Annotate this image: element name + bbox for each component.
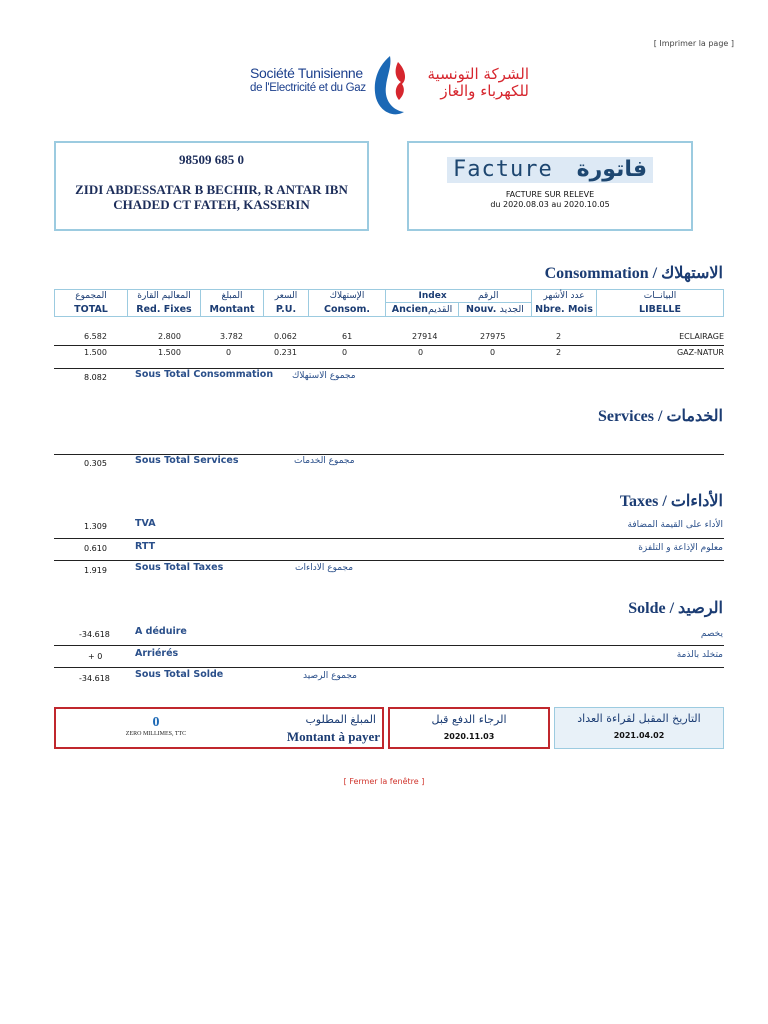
row-consom: 61	[342, 332, 353, 341]
amount-due-label: Montant à payer	[286, 729, 380, 744]
row-nouv: 27975	[480, 332, 506, 341]
invoice-header-box	[407, 141, 693, 231]
logo-french-line1: Société Tunisienne	[250, 65, 363, 81]
amount-due-label-ar: المبلغ المطلوب	[305, 713, 376, 726]
row-consom: 0	[342, 348, 348, 357]
logo-arabic-line2: للكهرباء والغاز	[440, 82, 529, 100]
row-divider	[54, 560, 724, 561]
next-reading-date: 2021.04.02	[613, 731, 665, 740]
tax-tva-label: TVA	[135, 518, 156, 529]
col-nouv-ar: الجديد	[499, 304, 524, 315]
row-fixes: 1.500	[158, 348, 181, 357]
invoice-title-arabic: فاتورة	[576, 157, 647, 182]
services-subtotal-label-ar: مجموع الخدمات	[294, 456, 355, 466]
solde-subtotal-value: -34.618	[79, 674, 110, 683]
solde-subtotal-label: Sous Total Solde	[135, 669, 224, 680]
amount-due-words: ZERO MILLIMES, TTC	[125, 731, 187, 737]
due-date-box	[388, 707, 550, 749]
col-index-label: Index	[418, 291, 447, 301]
solde-arrieres-label-ar: متخلد بالذمة	[676, 650, 723, 660]
due-date-value: 2020.11.03	[443, 732, 495, 741]
section-title-taxes: Taxes / الأداءات	[619, 493, 723, 510]
col-nouv	[459, 303, 532, 317]
solde-arrieres-value: + 0	[88, 652, 103, 661]
row-divider	[54, 667, 724, 668]
col-mois-ar: عدد الأشهر	[532, 290, 597, 303]
col-ancien-fr: Ancien	[391, 304, 428, 315]
tax-tva-label-ar: الأداء على القيمة المضافة	[627, 520, 723, 530]
row-montant: 3.782	[220, 332, 243, 341]
logo-french-name	[250, 66, 366, 96]
section-title-consommation: Consommation / الاستهلاك	[544, 265, 723, 282]
col-ancien-ar: القديم	[427, 304, 453, 315]
services-subtotal-value: 0.305	[84, 459, 107, 468]
invoice-type: FACTURE SUR RELEVE	[505, 190, 595, 199]
invoice-title-french: Facture	[453, 157, 553, 182]
print-page-link[interactable]	[654, 39, 734, 48]
consumption-table	[54, 289, 724, 317]
row-libelle: ECLAIRAGE	[679, 332, 724, 341]
tax-tva-value: 1.309	[84, 522, 107, 531]
client-name-address: ZIDI ABDESSATAR B BECHIR, R ANTAR IBN CHADED CT FATEH, KASSERIN	[75, 182, 348, 212]
row-mois: 2	[556, 348, 562, 357]
row-total: 6.582	[84, 332, 107, 341]
solde-arrieres-label: Arriérés	[135, 648, 179, 659]
client-info-box	[54, 141, 369, 231]
col-montant: Montant	[201, 303, 264, 317]
col-pu: P.U.	[264, 303, 309, 317]
taxes-subtotal-value: 1.919	[84, 566, 107, 575]
col-libelle-ar: البيانــات	[597, 290, 724, 303]
tax-rtt-value: 0.610	[84, 544, 107, 553]
tax-rtt-label-ar: معلوم الإذاعة و التلفزة	[638, 543, 723, 553]
section-title-services: Services / الخدمات	[598, 408, 723, 425]
tax-rtt-label: RTT	[135, 541, 156, 552]
solde-subtotal-label-ar: مجموع الرصيد	[303, 671, 358, 681]
col-total: TOTAL	[55, 303, 128, 317]
row-divider	[54, 345, 724, 346]
col-consom-ar: الإستهلاك	[309, 290, 386, 303]
services-subtotal-label: Sous Total Services	[135, 455, 239, 466]
consumption-subtotal-label: Sous Total Consommation	[135, 369, 274, 380]
col-ancien	[386, 303, 459, 317]
close-window-link[interactable]: [ Fermer la fenêtre ]	[343, 777, 425, 786]
col-consom: Consom.	[309, 303, 386, 317]
consumption-row-gaz	[54, 348, 724, 362]
solde-deduire-value: -34.618	[79, 630, 110, 639]
col-total-ar: المجموع	[55, 290, 128, 303]
steg-logo	[250, 50, 540, 122]
row-ancien: 27914	[412, 332, 438, 341]
logo-french-line2: de l'Electricité et du Gaz	[250, 82, 366, 94]
col-fixes-ar: المعاليم القارة	[128, 290, 201, 303]
invoice-title	[447, 157, 653, 183]
logo-arabic-name	[414, 66, 529, 100]
col-fixes: Red. Fixes	[128, 303, 201, 317]
col-index-group	[386, 290, 532, 303]
amount-due-box	[54, 707, 384, 749]
col-mois: Nbre. Mois	[532, 303, 597, 317]
row-mois: 2	[556, 332, 562, 341]
section-title-solde: Solde / الرصيد	[628, 600, 723, 617]
amount-due-value: 0	[152, 715, 160, 730]
row-total: 1.500	[84, 348, 107, 357]
next-reading-box	[554, 707, 724, 749]
row-nouv: 0	[490, 348, 496, 357]
consumption-subtotal-label-ar: مجموع الاستهلاك	[292, 371, 356, 381]
solde-deduire-label-ar: يخصم	[700, 629, 723, 639]
row-fixes: 2.800	[158, 332, 181, 341]
row-ancien: 0	[418, 348, 424, 357]
taxes-subtotal-label: Sous Total Taxes	[135, 562, 224, 573]
row-pu: 0.062	[274, 332, 297, 341]
invoice-period: du 2020.08.03 au 2020.10.05	[490, 200, 610, 209]
row-montant: 0	[226, 348, 232, 357]
row-libelle: GAZ-NATUR	[676, 348, 724, 357]
col-index-label-ar: الرقم	[477, 291, 499, 301]
col-montant-ar: المبلغ	[201, 290, 264, 303]
client-number: 98509 685 0	[179, 152, 244, 167]
taxes-subtotal-label-ar: مجموع الاداءات	[295, 563, 354, 573]
next-reading-label-ar: التاريخ المقبل لقراءة العداد	[577, 712, 701, 725]
col-nouv-fr: Nouv.	[466, 304, 497, 315]
flame-logo-icon	[368, 52, 410, 120]
consumption-row-eclairage	[54, 332, 724, 346]
row-divider	[54, 538, 724, 539]
col-libelle: LIBELLE	[597, 303, 724, 317]
print-page-anchor[interactable]: [ Imprimer la page ]	[653, 39, 734, 48]
row-divider	[54, 645, 724, 646]
consumption-subtotal-value: 8.082	[84, 373, 107, 382]
row-pu: 0.231	[274, 348, 297, 357]
solde-deduire-label: A déduire	[135, 626, 187, 637]
logo-arabic-line1: الشركة التونسية	[427, 65, 529, 83]
due-date-label-ar: الرجاء الدفع قبل	[431, 713, 507, 726]
col-pu-ar: السعر	[264, 290, 309, 303]
